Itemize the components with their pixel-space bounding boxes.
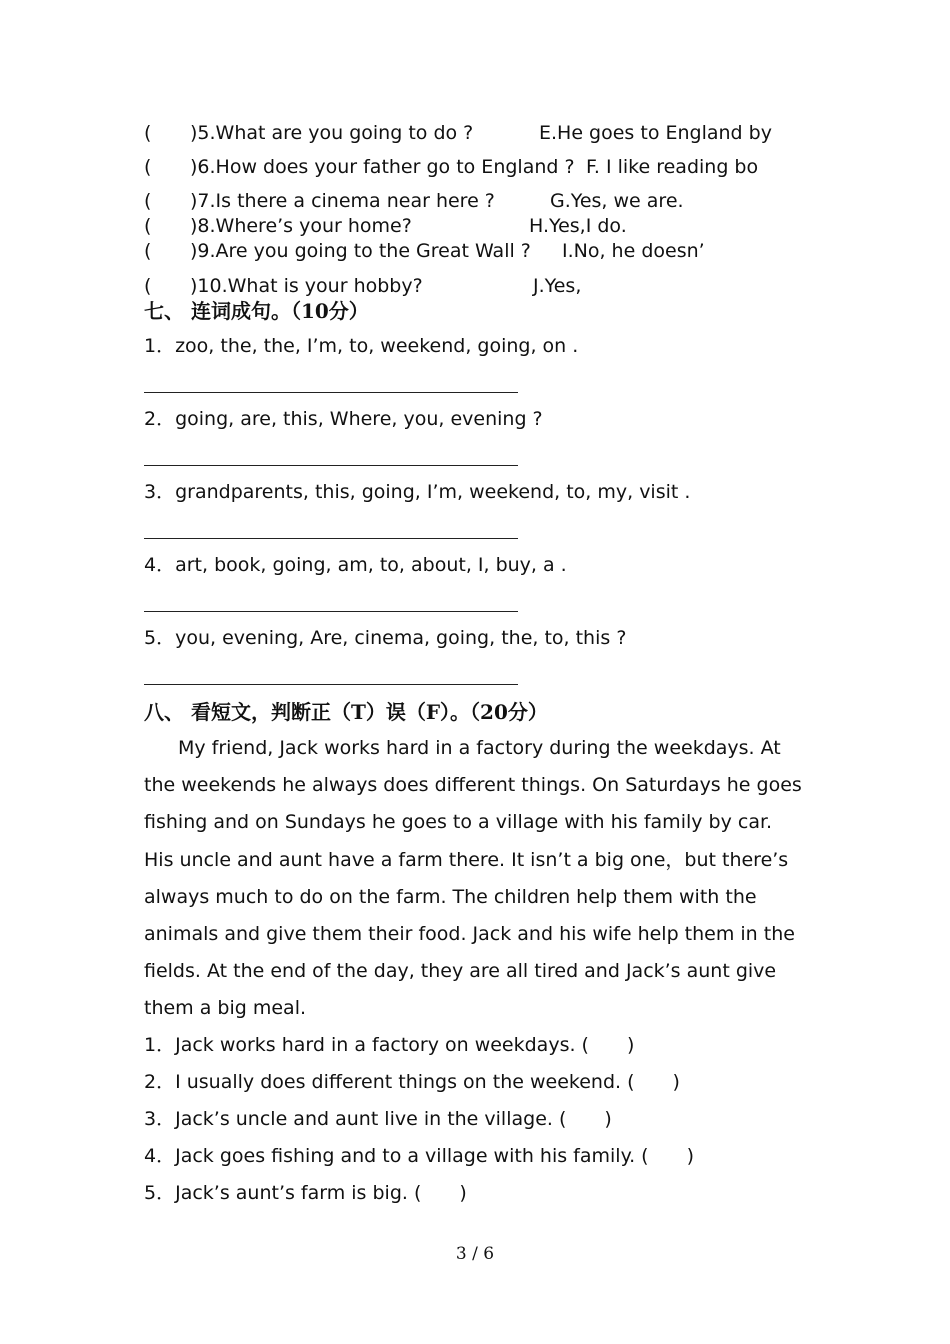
- judgement-question: 3．Jack’s uncle and aunt live in the village. ( ): [144, 1108, 612, 1130]
- answer-paren: (: [144, 215, 152, 237]
- section-8-title: 八、 看短文，判断正（T）误（F）。（20分）: [144, 700, 548, 724]
- judgement-question: 2．I usually does different things on the weekend. ( ): [144, 1071, 680, 1093]
- answer-option: I.No, he doesn’: [562, 240, 705, 262]
- question-text: )5.What are you going to do ?: [190, 122, 474, 144]
- answer-line[interactable]: [144, 538, 518, 539]
- answer-option: J.Yes,: [533, 275, 582, 297]
- sentence-item: 4．art, book, going, am, to, about, I, buy, a .: [144, 554, 567, 576]
- question-text: )9.Are you going to the Great Wall ?: [190, 240, 531, 262]
- judgement-question: 1．Jack works hard in a factory on weekdays. ( ): [144, 1034, 635, 1056]
- question-text: )6.How does your father go to England ?: [190, 156, 575, 178]
- sentence-item: 1．zoo, the, the, I’m, to, weekend, going, on .: [144, 335, 579, 357]
- question-text: )7.Is there a cinema near here ?: [190, 190, 495, 212]
- sentence-item: 2．going, are, this, Where, you, evening ?: [144, 408, 543, 430]
- answer-option: E.He goes to England by: [539, 122, 772, 144]
- judgement-question: 5．Jack’s aunt’s farm is big. ( ): [144, 1182, 467, 1204]
- reading-passage: [144, 730, 804, 1028]
- answer-paren: (: [144, 122, 152, 144]
- answer-line[interactable]: [144, 465, 518, 466]
- page-number: 3 / 6: [455, 1244, 495, 1264]
- answer-option: F. I like reading bo: [586, 156, 759, 178]
- passage-text: My friend, Jack works hard in a factory during the weekdays. At the weekends he always does different things. On Saturdays he goes fishing and on Sundays he goes to a village with his family by car. His uncle and aunt have a farm there. It isn’t a big one，but there’s always much to do on the farm. The children help them with the animals and give them their food. Jack and his wife help them in the fields. At the end of the day, they are all tired and Jack’s aunt give them a big meal.: [144, 737, 802, 1020]
- question-text: )8.Where’s your home?: [190, 215, 412, 237]
- answer-line[interactable]: [144, 684, 518, 685]
- sentence-item: 3．grandparents, this, going, I’m, weekend, to, my, visit .: [144, 481, 691, 503]
- answer-option: H.Yes,I do.: [529, 215, 627, 237]
- judgement-question: 4．Jack goes fishing and to a village with his family. ( ): [144, 1145, 695, 1167]
- section-7-title: 七、 连词成句。（10分）: [144, 299, 369, 323]
- answer-line[interactable]: [144, 392, 518, 393]
- answer-paren: (: [144, 240, 152, 262]
- answer-paren: (: [144, 275, 152, 297]
- answer-paren: (: [144, 190, 152, 212]
- answer-paren: (: [144, 156, 152, 178]
- answer-option: G.Yes, we are.: [550, 190, 684, 212]
- sentence-item: 5．you, evening, Are, cinema, going, the, to, this ?: [144, 627, 627, 649]
- answer-line[interactable]: [144, 611, 518, 612]
- question-text: )10.What is your hobby?: [190, 275, 423, 297]
